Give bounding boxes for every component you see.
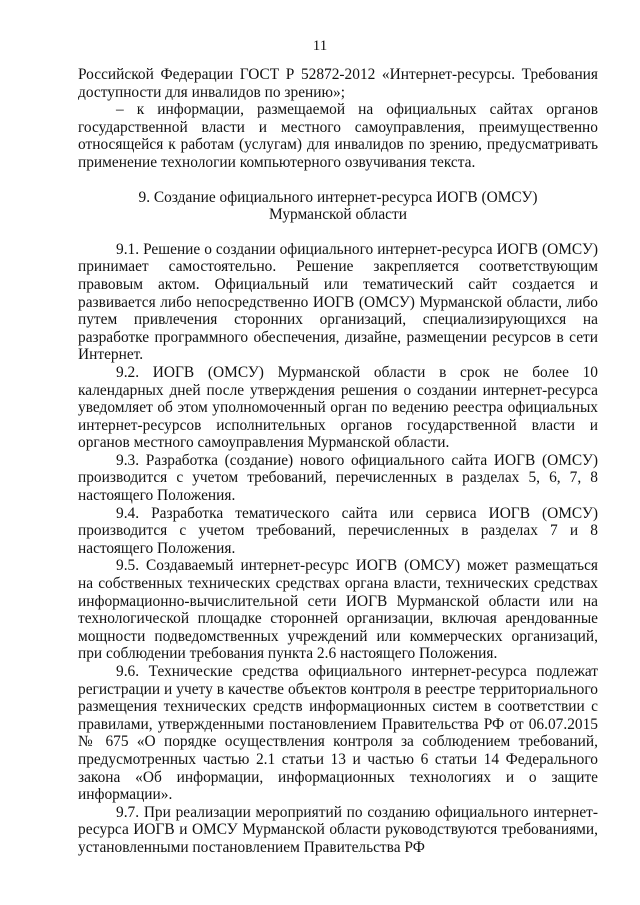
continuation-paragraph: Российской Федерации ГОСТ Р 52872-2012 «Интернет-ресурсы. Требования доступности для инвалидов по зрению»; bbox=[78, 66, 598, 101]
clause-9-5: 9.5. Создаваемый интернет-ресурс ИОГВ (ОМСУ) может размещаться на собственных технических средствах органа власти, технических средствах информационно-вычислительной сети ИОГВ Мурманской области или на технологической площадке сторонней организации, включая арендованные мощности подведомственных учреждений или коммерческих организаций, при соблюдении требования пункта 2.6 настоящего Положения. bbox=[78, 557, 598, 663]
clause-9-3: 9.3. Разработка (создание) нового официального сайта ИОГВ (ОМСУ) производится с учетом требований, перечисленных в разделах 5, 6, 7, 8 настоящего Положения. bbox=[78, 451, 598, 505]
clause-9-6: 9.6. Технические средства официального интернет-ресурса подлежат регистрации и учету в качестве объектов контроля в реестре территориального размещения технических средств информационных систем в соответствии с правилами, утвержденными постановлением Правительства РФ от 06.07.2015 № 675 «О порядке осуществления контроля за соблюдением требований, предусмотренных частью 2.1 статьи 13 и частью 6 статьи 14 Федерального закона «Об информации, информационных технологиях и о защите информации». bbox=[78, 663, 598, 804]
clause-9-2: 9.2. ИОГВ (ОМСУ) Мурманской области в срок не более 10 календарных дней после утверждения решения о создании интернет-ресурса уведомляет об этом уполномоченный орган по ведению реестра официальных интернет-ресурсов исполнительных органов государственной власти и органов местного самоуправления Мурманской области. bbox=[78, 363, 598, 452]
page-number: 11 bbox=[312, 38, 328, 54]
section-heading-line-1: 9. Создание официального интернет-ресурса ИОГВ (ОМСУ) bbox=[138, 188, 538, 206]
clause-9-1: 9.1. Решение о создании официального интернет-ресурса ИОГВ (ОМСУ) принимает самостоятельно. Решение закрепляется соответствующим правовым актом. Официальный или тематический сайт создается и развивается либо непосредственно ИОГВ (ОМСУ) Мурманской области, либо путем привлечения сторонних организаций, специализирующихся на разработке программного обеспечения, дизайне, размещении ресурсов в сети Интернет. bbox=[78, 240, 598, 364]
document-body bbox=[78, 66, 598, 857]
section-heading bbox=[78, 189, 598, 224]
section-heading-line-2: Мурманской области bbox=[269, 206, 407, 224]
clause-9-7: 9.7. При реализации мероприятий по созданию официального интернет-ресурса ИОГВ и ОМСУ Мурманской области руководствуются требованиями, установленными постановлением Правительства РФ bbox=[78, 803, 598, 856]
bullet-paragraph: – к информации, размещаемой на официальных сайтах органов государственной власти и местного самоуправления, преимущественно относящейся к работам (услугам) для инвалидов по зрению, предусматривать применение технологии компьютерного озвучивания текста. bbox=[78, 101, 598, 171]
clause-9-4: 9.4. Разработка тематического сайта или сервиса ИОГВ (ОМСУ) производится с учетом требований, перечисленных в разделах 7 и 8 настоящего Положения. bbox=[78, 504, 598, 557]
